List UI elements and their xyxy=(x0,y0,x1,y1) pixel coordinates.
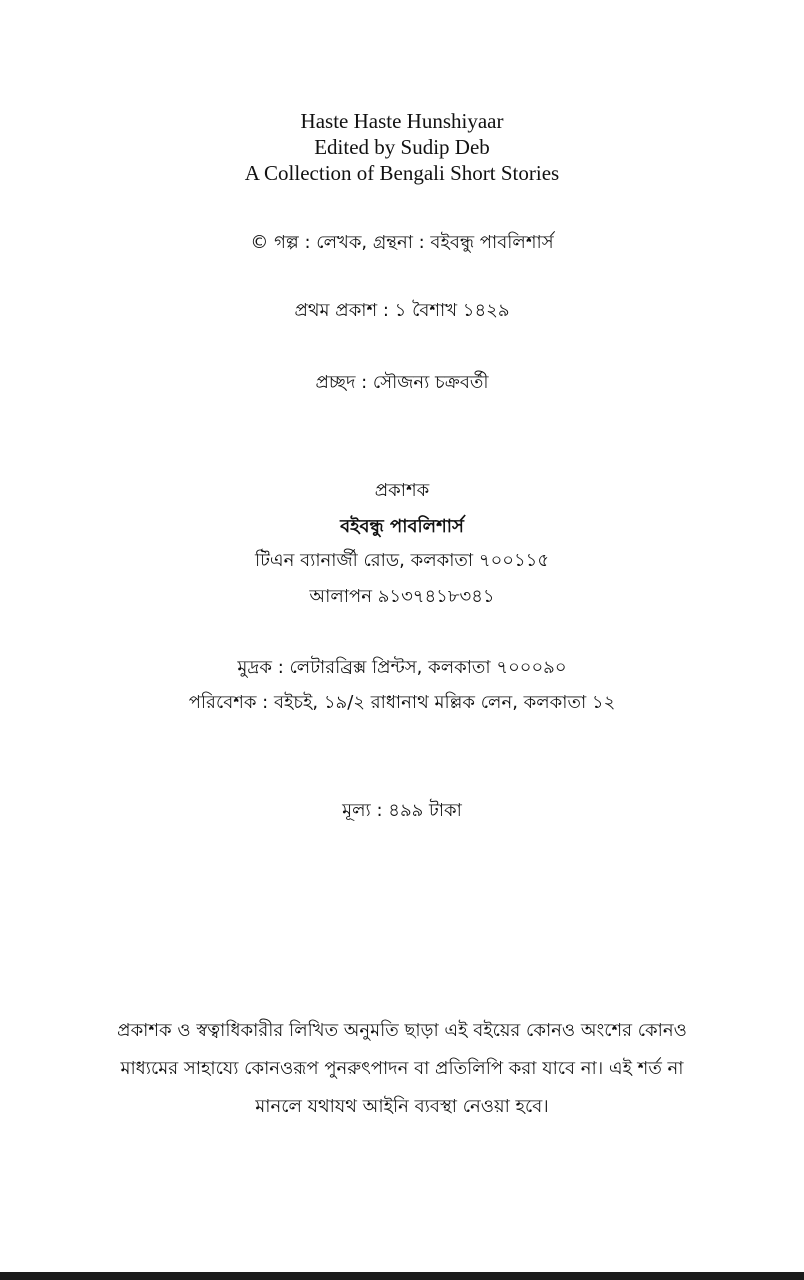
publisher-name: বইবন্ধু পাবলিশার্স xyxy=(340,516,464,537)
cover-credit-line: প্রচ্ছদ : সৌজন্য চক্রবর্তী xyxy=(315,372,489,393)
first-edition-line: প্রথম প্রকাশ : ১ বৈশাখ ১৪২৯ xyxy=(294,300,510,321)
publisher-phone: আলাপন ৯১৩৭৪১৮৩৪১ xyxy=(309,586,495,607)
publisher-address: টিএন ব্যানার্জী রোড, কলকাতা ৭০০১১৫ xyxy=(254,550,550,571)
distributor-line: পরিবেশক : বইচই, ১৯/২ রাধানাথ মল্লিক লেন, কলকাতা ১২ xyxy=(188,692,616,713)
book-subtitle: A Collection of Bengali Short Stories xyxy=(244,161,560,185)
copyright-line: © গল্প : লেখক, গ্রন্থনা : বইবন্ধু পাবলিশার্স xyxy=(250,232,554,253)
price-line: মূল্য : ৪৯৯ টাকা xyxy=(342,800,462,821)
book-title: Haste Haste Hunshiyaar xyxy=(300,109,504,133)
publisher-label: প্রকাশক xyxy=(374,480,430,501)
copyright-notice: প্রকাশক ও স্বত্বাধিকারীর লিখিত অনুমতি ছাড়া এই বইয়ের কোনও অংশের কোনও মাধ্যমের সাহায্যে কোনওরূপ পুনরুৎপাদন বা প্রতিলিপি করা যাবে না। এই শর্ত না মানলে যথাযথ আইনি ব্যবস্থা নেওয়া হবে। xyxy=(117,1020,687,1117)
printer-line: মুদ্রক : লেটারব্রিক্স প্রিন্টস, কলকাতা ৭০০০৯০ xyxy=(237,657,567,678)
editor-credit: Edited by Sudip Deb xyxy=(314,135,490,159)
page-bottom-edge xyxy=(0,1272,804,1280)
